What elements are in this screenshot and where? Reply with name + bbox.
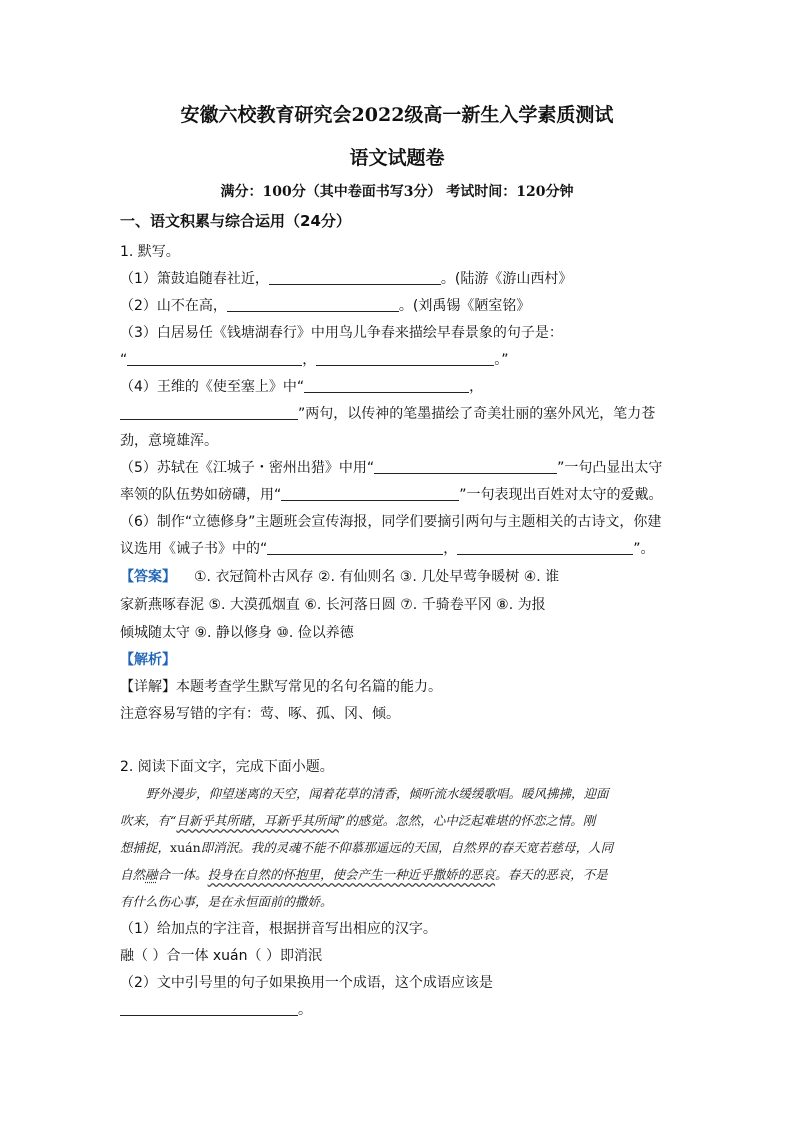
answer-blank[interactable] bbox=[374, 459, 557, 474]
q1-item-4-prefix: （4）王维的《使至塞上》中“ bbox=[120, 379, 305, 395]
passage-line-5: 有什么伤心事，是在永恒面前的撒娇。 bbox=[120, 894, 333, 909]
answer-blank[interactable] bbox=[267, 540, 443, 555]
q1-item-6: （6）制作“立德修身”主题班会宣传海报，同学们要摘引两句与主题相关的古诗文，你建 bbox=[120, 514, 662, 530]
q1-item-5-desc: ”一句凸显出太守 bbox=[557, 460, 663, 476]
answer-blank[interactable] bbox=[120, 1001, 298, 1016]
close-quote: 。” bbox=[494, 352, 509, 368]
q2-sub-2: （2）文中引号里的句子如果换用一个成语，这个成语应该是 bbox=[120, 975, 493, 991]
comma: ， bbox=[302, 352, 317, 368]
q1-item-6-prefix: 议选用《诫子书》中的“ bbox=[120, 541, 268, 557]
analysis-detail: 【详解】本题考查学生默写常见的名句名篇的能力。 bbox=[120, 679, 442, 695]
answer-blank[interactable] bbox=[120, 405, 298, 420]
passage-text: 想捕捉， bbox=[120, 840, 171, 855]
section-heading: 一、语文积累与综合运用（24分） bbox=[120, 212, 351, 230]
answer-line-1 bbox=[120, 568, 559, 586]
comma: ， bbox=[469, 379, 484, 395]
question-1-title: 1. 默写。 bbox=[120, 244, 180, 260]
passage-line-1: 野外漫步，仰望迷离的天空，闻着花草的清香，倾听流水缓缓歌唱。暖风拂拂，迎面 bbox=[146, 786, 609, 801]
passage-text: 即消泯。我的灵魂不能不仰慕那遥远的天国，自然界的春天宽若慈母，人同 bbox=[200, 840, 614, 855]
answer-blank[interactable] bbox=[281, 486, 459, 501]
paper-subtitle: 语文试题卷 bbox=[349, 147, 445, 169]
pinyin-xuan: xuán bbox=[170, 840, 201, 855]
q1-item-1-source: 。(陆游《游山西村》 bbox=[440, 271, 573, 287]
answer-blank[interactable] bbox=[316, 351, 494, 366]
q2-sub-2-blank-line bbox=[120, 1001, 312, 1019]
passage-line-2 bbox=[120, 812, 595, 830]
q1-item-4-desc: ”两句，以传神的笔墨描绘了奇美壮丽的塞外风光，笔力苍 bbox=[298, 406, 656, 422]
q1-item-6-cont bbox=[120, 540, 655, 558]
answer-line-2: 家新燕啄春泥 ⑤. 大漠孤烟直 ⑥. 长河落日圆 ⑦. 千骑卷平冈 ⑧. 为报 bbox=[120, 597, 546, 613]
q1-item-4-end: 劲，意境雄浑。 bbox=[120, 433, 218, 449]
question-2-title: 2. 阅读下面文字，完成下面小题。 bbox=[120, 759, 334, 775]
q1-item-3-blanks bbox=[120, 351, 509, 369]
q1-item-5-end: ”一句表现出百姓对太守的爱戴。 bbox=[459, 487, 663, 503]
comma: ， bbox=[443, 541, 458, 557]
answer-line-3: 倾城随太守 ⑨. 静以修身 ⑩. 俭以养德 bbox=[120, 625, 354, 641]
passage-text: 自然 bbox=[120, 867, 146, 882]
answer-blank[interactable] bbox=[127, 351, 302, 366]
answer-blank[interactable] bbox=[457, 540, 633, 555]
close-quote: ”。 bbox=[633, 541, 655, 557]
passage-line-4 bbox=[120, 866, 608, 884]
q1-item-1 bbox=[120, 270, 572, 288]
exam-title: 安徽六校教育研究会2022级高一新生入学素质测试 bbox=[180, 104, 614, 126]
answer-blank[interactable] bbox=[227, 297, 399, 312]
underlined-sentence: 投身在自然的怀抱里，使会产生一种近乎撒娇的恶哀 bbox=[207, 867, 496, 882]
q1-item-3: （3）白居易任《钱塘湖春行》中用鸟儿争春来描绘早春景象的句子是： bbox=[120, 325, 563, 341]
passage-text: 。春天的恶哀，不是 bbox=[495, 867, 608, 882]
dotted-char-rong: 融 bbox=[145, 867, 158, 882]
quoted-sentence: 目新乎其所睹，耳新乎其所闻 bbox=[176, 813, 339, 828]
q1-item-5-prefix: （5）苏轼在《江城子・密州出猎》中用“ bbox=[120, 460, 375, 476]
passage-text: ”的感觉。忽然，心中泛起难堪的怀恋之情。刚 bbox=[338, 813, 596, 828]
answer-label: 【答案】 bbox=[120, 569, 176, 585]
exam-info: 满分：100分（其中卷面书写3分） 考试时间：120分钟 bbox=[220, 184, 574, 200]
q1-item-4 bbox=[120, 378, 483, 396]
answer-blank[interactable] bbox=[269, 270, 441, 285]
answer-blank[interactable] bbox=[304, 378, 469, 393]
passage-text: 合一体。 bbox=[157, 867, 208, 882]
q1-item-1-prefix: （1）箫鼓追随春社近， bbox=[120, 271, 269, 287]
q1-item-2 bbox=[120, 297, 530, 315]
q1-item-4-cont bbox=[120, 405, 655, 423]
passage-text: 吹来，有“ bbox=[120, 813, 177, 828]
q1-item-2-source: 。(刘禹锡《陋室铭》 bbox=[398, 298, 531, 314]
analysis-note: 注意容易写错的字有：莺、啄、孤、冈、倾。 bbox=[120, 706, 400, 722]
passage-line-3 bbox=[120, 839, 613, 857]
q1-item-5-cont bbox=[120, 486, 663, 504]
q1-item-2-prefix: （2）山不在高， bbox=[120, 298, 227, 314]
period: 。 bbox=[298, 1002, 312, 1018]
q2-sub-1-answer: 融（ ）合一体 xuán（ ）即消泯 bbox=[120, 948, 322, 964]
answer-text: ①. 衣冠简朴古风存 ②. 有仙则名 ③. 几处早莺争暖树 ④. 谁 bbox=[194, 569, 560, 585]
q1-item-5-mid: 率领的队伍势如磅礴，用“ bbox=[120, 487, 282, 503]
q2-sub-1: （1）给加点的字注音，根据拼音写出相应的汉字。 bbox=[120, 921, 437, 937]
q1-item-5 bbox=[120, 459, 662, 477]
open-quote: “ bbox=[120, 352, 128, 368]
analysis-label: 【解析】 bbox=[120, 652, 176, 668]
